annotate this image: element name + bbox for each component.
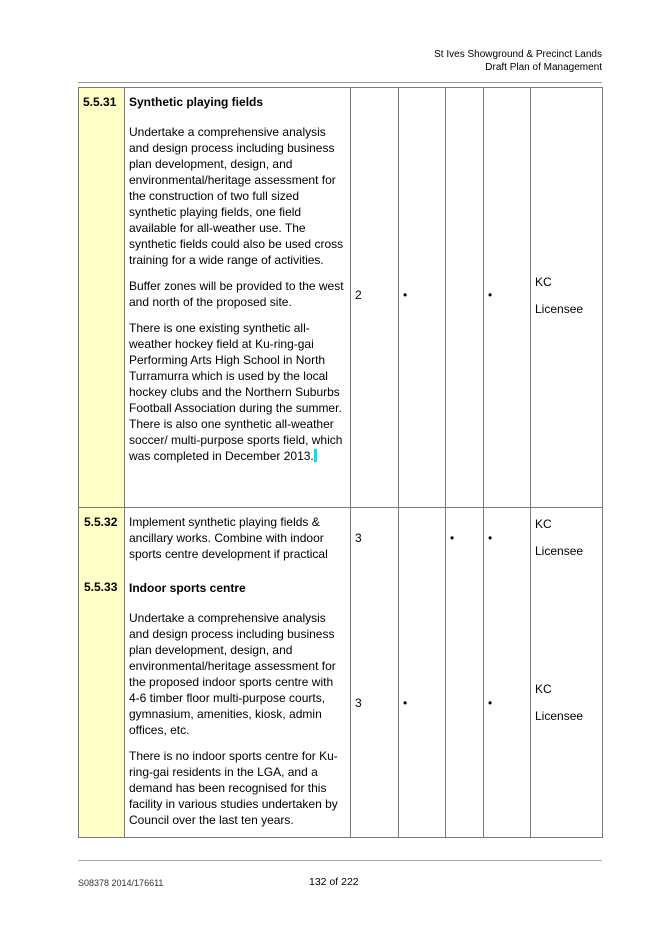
timing-cell-1 <box>399 508 446 838</box>
bullet-mark: • <box>450 531 455 545</box>
description-paragraph: Undertake a comprehensive analysis and design process including business plan development, design, and environmental/heritage assessment for the proposed indoor sports centre with 4-6 timber floor multi-purpose courts, gymnasium, amenities, kiosk, admin offices, etc. <box>129 611 336 737</box>
bullet-mark: • <box>403 696 408 710</box>
priority-cell <box>351 88 399 508</box>
document-reference: S08378 2014/176611 <box>78 878 164 888</box>
ref-number: 5.5.32 <box>84 515 118 529</box>
row-ref-cell <box>79 88 125 508</box>
plan-table <box>78 87 603 838</box>
timing-cell-3 <box>484 508 531 838</box>
responsibility-2: Licensee <box>535 302 584 316</box>
description-paragraph: Implement synthetic playing fields & ancillary works. Combine with indoor sports centre development if practical <box>129 515 328 561</box>
ref-number: 5.5.31 <box>83 95 117 109</box>
priority-value: 2 <box>355 288 362 302</box>
page-header <box>434 48 602 74</box>
responsibility-cell <box>531 88 603 508</box>
paragraph-text: There is one existing synthetic all-weather hockey field at Ku-ring-gai Performing Arts High School in North Turramurra which is used by the local hockey clubs and the Northern Suburbs Football Association during the summer. There is also one synthetic all-weather soccer/ multi-purpose sports field, which was completed in December 2013. <box>129 321 343 463</box>
description-paragraph: Buffer zones will be provided to the west and north of the proposed site. <box>129 279 344 309</box>
action-title: Indoor sports centre <box>129 581 246 595</box>
priority-cell <box>351 508 399 838</box>
responsibility-1: KC <box>535 517 552 531</box>
table-row <box>79 88 603 508</box>
text-cursor <box>314 449 317 462</box>
ref-number: 5.5.33 <box>84 580 118 594</box>
row-ref-cell <box>79 508 125 838</box>
description-cell <box>125 88 351 508</box>
header-line-1: St Ives Showground & Precinct Lands <box>434 49 602 60</box>
table-row <box>79 508 603 838</box>
description-paragraph <box>129 320 346 464</box>
timing-cell-3 <box>484 88 531 508</box>
priority-value: 3 <box>355 696 362 710</box>
timing-cell-2 <box>446 508 484 838</box>
description-cell <box>125 508 351 838</box>
footer-rule <box>78 860 602 861</box>
page-number: 132 of 222 <box>309 876 359 888</box>
bullet-mark: • <box>488 531 493 545</box>
description-paragraph: There is no indoor sports centre for Ku-ring-gai residents in the LGA, and a demand has been recognised for this facility in various studies undertaken by Council over the last ten years. <box>129 749 338 827</box>
header-rule <box>78 82 602 83</box>
description-paragraph: Undertake a comprehensive analysis and design process including business plan development, design, and environmental/heritage assessment for the construction of two full sized synthetic playing fields, one field available for all-weather use. The synthetic fields could also be used cross training for a wide range of activities. <box>129 125 344 267</box>
bullet-mark: • <box>488 696 493 710</box>
header-line-2: Draft Plan of Management <box>485 62 602 73</box>
timing-cell-1 <box>399 88 446 508</box>
responsibility-2: Licensee <box>535 709 584 723</box>
responsibility-1: KC <box>535 275 552 289</box>
responsibility-cell <box>531 508 603 838</box>
action-title: Synthetic playing fields <box>129 95 264 109</box>
timing-cell-2 <box>446 88 484 508</box>
bullet-mark: • <box>488 288 493 302</box>
responsibility-1: KC <box>535 682 552 696</box>
priority-value: 3 <box>355 531 362 545</box>
bullet-mark: • <box>403 288 408 302</box>
responsibility-2: Licensee <box>535 544 584 558</box>
